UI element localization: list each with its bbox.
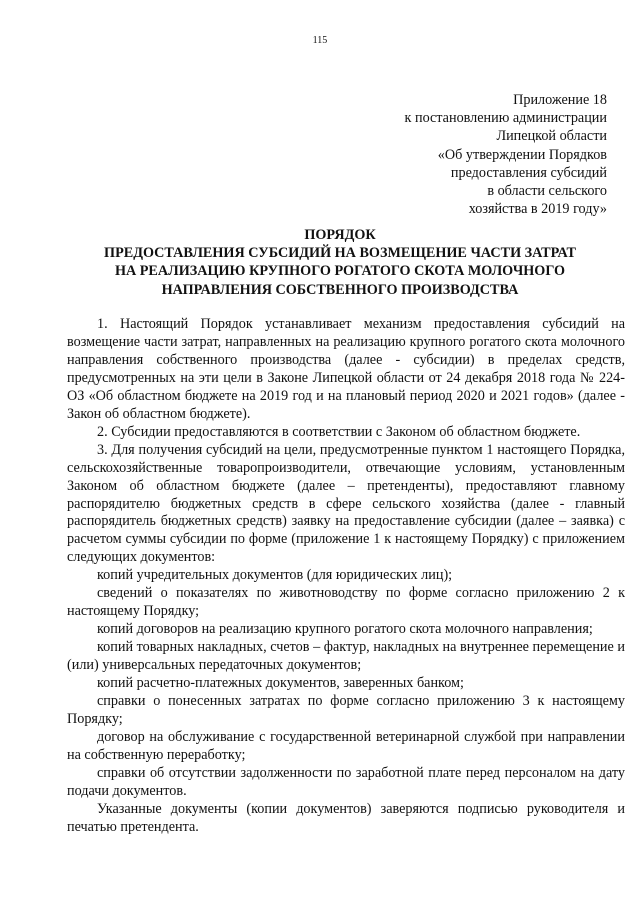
page-number: 115 [312, 35, 328, 46]
appendix-line: предоставления субсидий [450, 164, 607, 181]
list-item: копий договоров на реализацию крупного рогатого скота молочного направления; [97, 621, 593, 638]
list-item: копий товарных накладных, счетов – фактур, накладных на внутреннее перемещение и (или) универсальных передаточных документов; [67, 639, 625, 674]
list-item: договор на обслуживание с государственной ветеринарной службой при направлении на собственную переработку; [67, 728, 625, 763]
document-body [67, 316, 625, 837]
list-item: копий учредительных документов (для юридических лиц); [97, 567, 453, 584]
paragraph-3: 3. Для получения субсидий на цели, предусмотренные пунктом 1 настоящего Порядка, сельскохозяйственные товаропроизводители, отвечающие условиям, установленным Законом об областном бюджете (далее – претенденты), предоставляют главному распорядителю бюджетных средств в сфере сельского хозяйства (далее - главный распорядитель бюджетных средств) заявку на предоставление субсидии (далее – заявка) с расчетом суммы субсидии по форме (приложение 1 к настоящему Порядку) с приложением следующих документов: [67, 441, 625, 566]
closing-paragraph: Указанные документы (копии документов) заверяются подписью руководителя и печатью претендента. [67, 800, 625, 835]
appendix-line: Приложение 18 [513, 92, 607, 108]
document-title [60, 226, 620, 299]
appendix-line: хозяйства в 2019 году» [468, 201, 607, 218]
list-item: справки об отсутствии задолженности по заработной плате перед персоналом на дату подачи документов. [67, 764, 625, 799]
paragraph-1: 1. Настоящий Порядок устанавливает механизм предоставления субсидий на возмещение части затрат, направленных на реализацию крупного рогатого скота молочного направления собственного производства (далее - субсидии) в пределах средств, предусмотренных на эти цели в Законе Липецкой области от 24 декабря 2018 года № 224-ОЗ «Об областном бюджете на 2019 год и на плановый период 2020 и 2021 годов» (далее - Закон об областном бюджете). [67, 316, 625, 422]
appendix-header [287, 91, 607, 218]
list-item: справки о понесенных затратах по форме согласно приложению 3 к настоящему Порядку; [67, 693, 625, 727]
appendix-line: «Об утверждении Порядков [437, 146, 607, 163]
paragraph-2: 2. Субсидии предоставляются в соответствии с Законом об областном бюджете. [97, 423, 581, 440]
list-item: копий расчетно-платежных документов, заверенных банком; [97, 675, 464, 692]
list-item: сведений о показателях по животноводству по форме согласно приложению 2 к настоящему Порядку; [67, 585, 625, 620]
title-line: НАПРАВЛЕНИЯ СОБСТВЕННОГО ПРОИЗВОДСТВА [161, 281, 519, 298]
appendix-line: в области сельского [487, 183, 607, 200]
appendix-line: к постановлению администрации [404, 110, 607, 127]
appendix-line: Липецкой области [496, 128, 607, 145]
title-line: НА РЕАЛИЗАЦИЮ КРУПНОГО РОГАТОГО СКОТА МОЛОЧНОГО [114, 263, 566, 280]
title-line: ПРЕДОСТАВЛЕНИЯ СУБСИДИЙ НА ВОЗМЕЩЕНИЕ ЧАСТИ ЗАТРАТ [104, 245, 576, 262]
title-line: ПОРЯДОК [304, 227, 376, 243]
